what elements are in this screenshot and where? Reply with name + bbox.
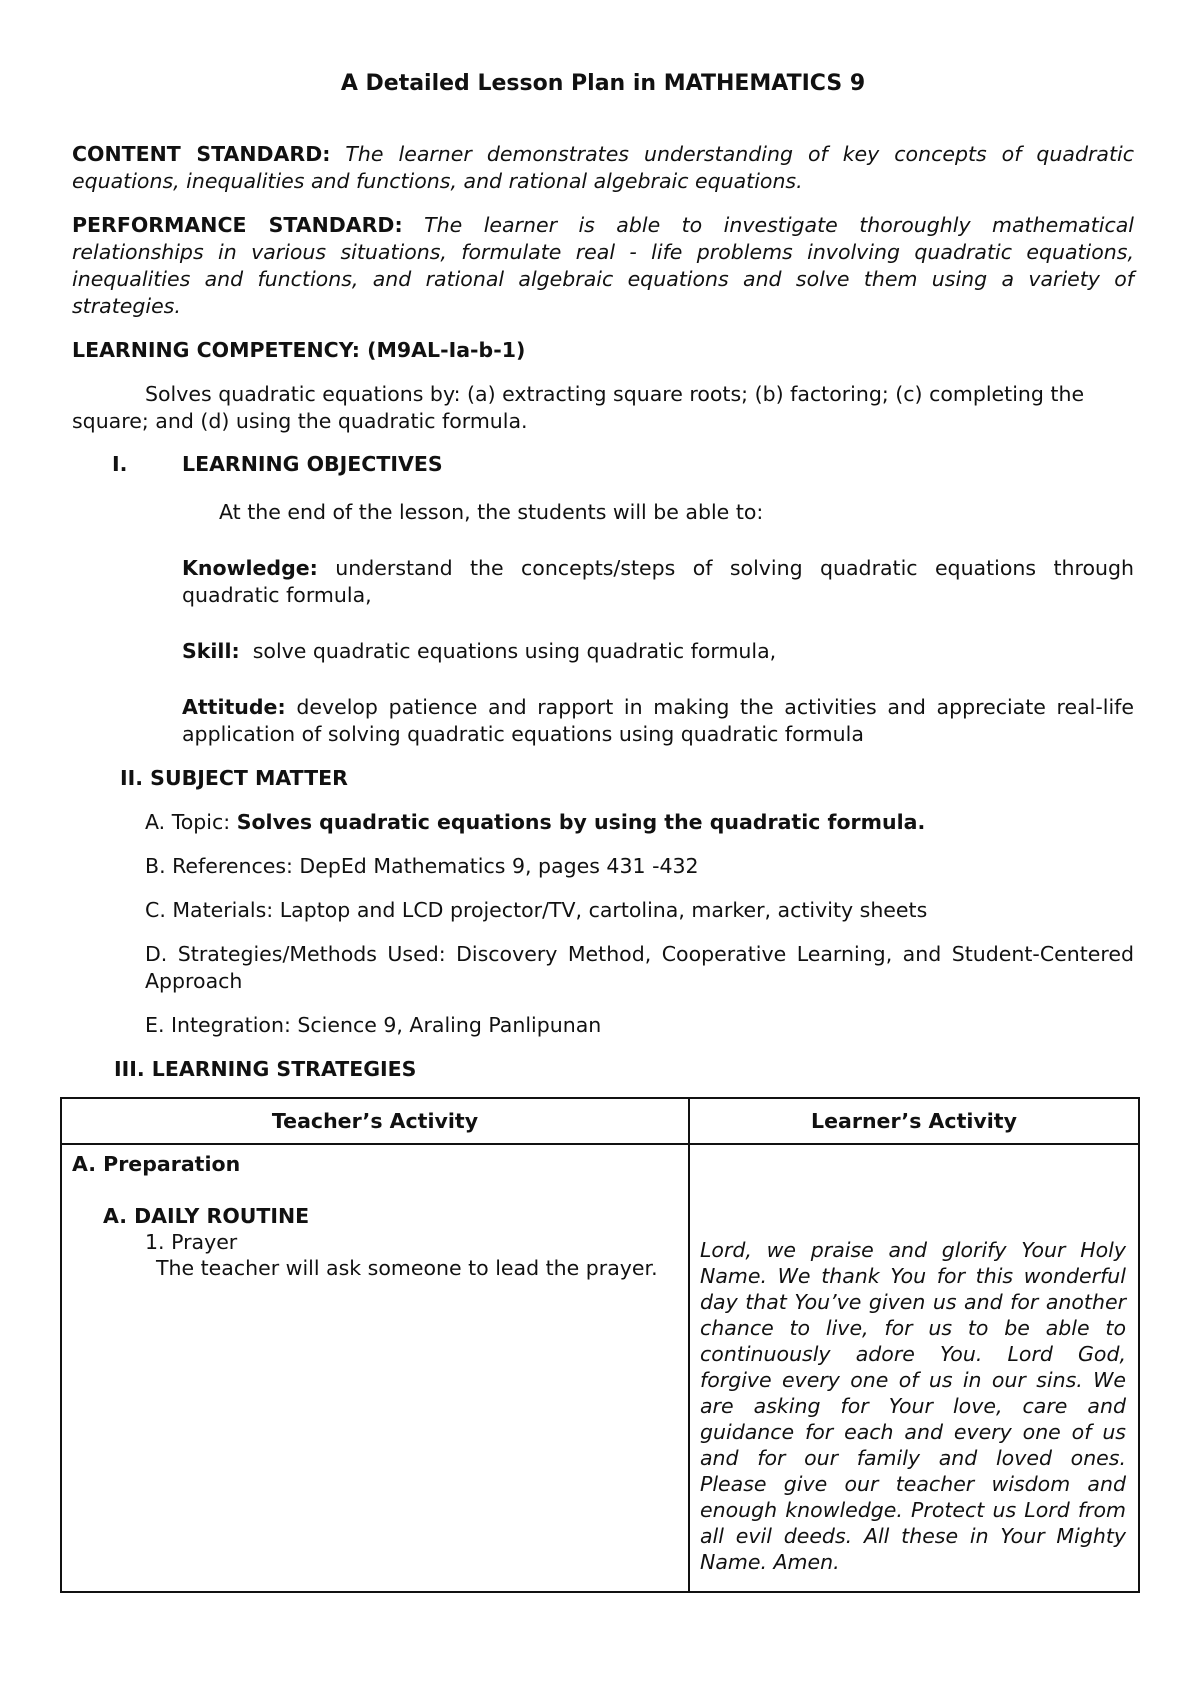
section-title: LEARNING OBJECTIVES [182, 452, 443, 476]
table-row [61, 1144, 1139, 1592]
performance-standard [72, 212, 1134, 320]
document-title: A Detailed Lesson Plan in MATHEMATICS 9 [340, 71, 866, 96]
section-learning-objectives-heading [72, 451, 1134, 478]
content-standard-text: The learner demonstrates understanding of key concepts of quadratic equations, inequalities and functions, and rational algebraic equations. [72, 142, 1134, 193]
header-learner-activity: Learner’s Activity [689, 1098, 1139, 1144]
learning-objectives [72, 499, 1134, 748]
prayer-description: The teacher will ask someone to lead the prayer. [156, 1256, 658, 1280]
objective-attitude [182, 694, 1134, 748]
teacher-activity-cell [61, 1144, 689, 1592]
topic-item [145, 809, 1134, 836]
section-number: I. [112, 452, 128, 476]
objective-skill [182, 638, 1134, 665]
skill-text: solve quadratic equations using quadratic formula, [252, 639, 777, 663]
learner-prayer-text: Lord, we praise and glorify Your Holy Name. We thank You for this wonderful day that You’ve given us and for another chance to live, for us to be able to continuously adore You. Lord God, forgive every one of us in our sins. We are asking for Your love, care and guidance for each and every one of us and for our family and loved ones. Please give our teacher wisdom and enough knowledge. Protect us Lord from all evil deeds. All these in Your Mighty Name. Amen. [700, 1238, 1126, 1574]
attitude-label: Attitude: [182, 695, 286, 719]
integration-item: E. Integration: Science 9, Araling Panlipunan [145, 1013, 602, 1037]
knowledge-text: understand the concepts/steps of solving quadratic equations through quadratic formula, [182, 556, 1134, 607]
learner-activity-cell [689, 1144, 1139, 1592]
content-standard-label: CONTENT STANDARD: [72, 142, 331, 166]
section-learning-strategies-heading: III. LEARNING STRATEGIES [114, 1057, 417, 1081]
preparation-heading: A. Preparation [72, 1152, 241, 1176]
references-item: B. References: DepEd Mathematics 9, pages 431 -432 [145, 854, 699, 878]
topic-text: Solves quadratic equations by using the quadratic formula. [236, 810, 926, 834]
content-standard [72, 141, 1134, 195]
learning-competency-text: Solves quadratic equations by: (a) extracting square roots; (b) factoring; (c) completing the square; and (d) using the quadratic formula. [72, 382, 1085, 433]
attitude-text: develop patience and rapport in making the activities and appreciate real-life application of solving quadratic equations using quadratic formula [182, 695, 1134, 746]
table-header-row [61, 1098, 1139, 1144]
objective-knowledge [182, 555, 1134, 609]
learning-competency-label: LEARNING COMPETENCY: (M9AL-Ia-b-1) [72, 338, 526, 362]
knowledge-label: Knowledge: [182, 556, 318, 580]
materials-item: C. Materials: Laptop and LCD projector/TV, cartolina, marker, activity sheets [145, 898, 928, 922]
skill-label: Skill: [182, 639, 240, 663]
performance-standard-label: PERFORMANCE STANDARD: [72, 213, 403, 237]
section-subject-matter-heading: II. SUBJECT MATTER [120, 766, 348, 790]
header-teacher-activity: Teacher’s Activity [61, 1098, 689, 1144]
objectives-intro: At the end of the lesson, the students will be able to: [219, 500, 764, 524]
topic-label: A. Topic: [145, 810, 231, 834]
learning-activities-table [60, 1097, 1140, 1593]
prayer-item: 1. Prayer [145, 1230, 238, 1254]
subject-matter-items [72, 809, 1134, 1039]
performance-standard-text: The learner is able to investigate thoroughly mathematical relationships in various situations, formulate real - life problems involving quadratic equations, inequalities and functions, and rational algebraic equations and solve them using a variety of strategies. [72, 213, 1134, 318]
daily-routine-heading: A. DAILY ROUTINE [103, 1204, 310, 1228]
strategies-item: D. Strategies/Methods Used: Discovery Method, Cooperative Learning, and Student-Centered Approach [145, 942, 1134, 993]
